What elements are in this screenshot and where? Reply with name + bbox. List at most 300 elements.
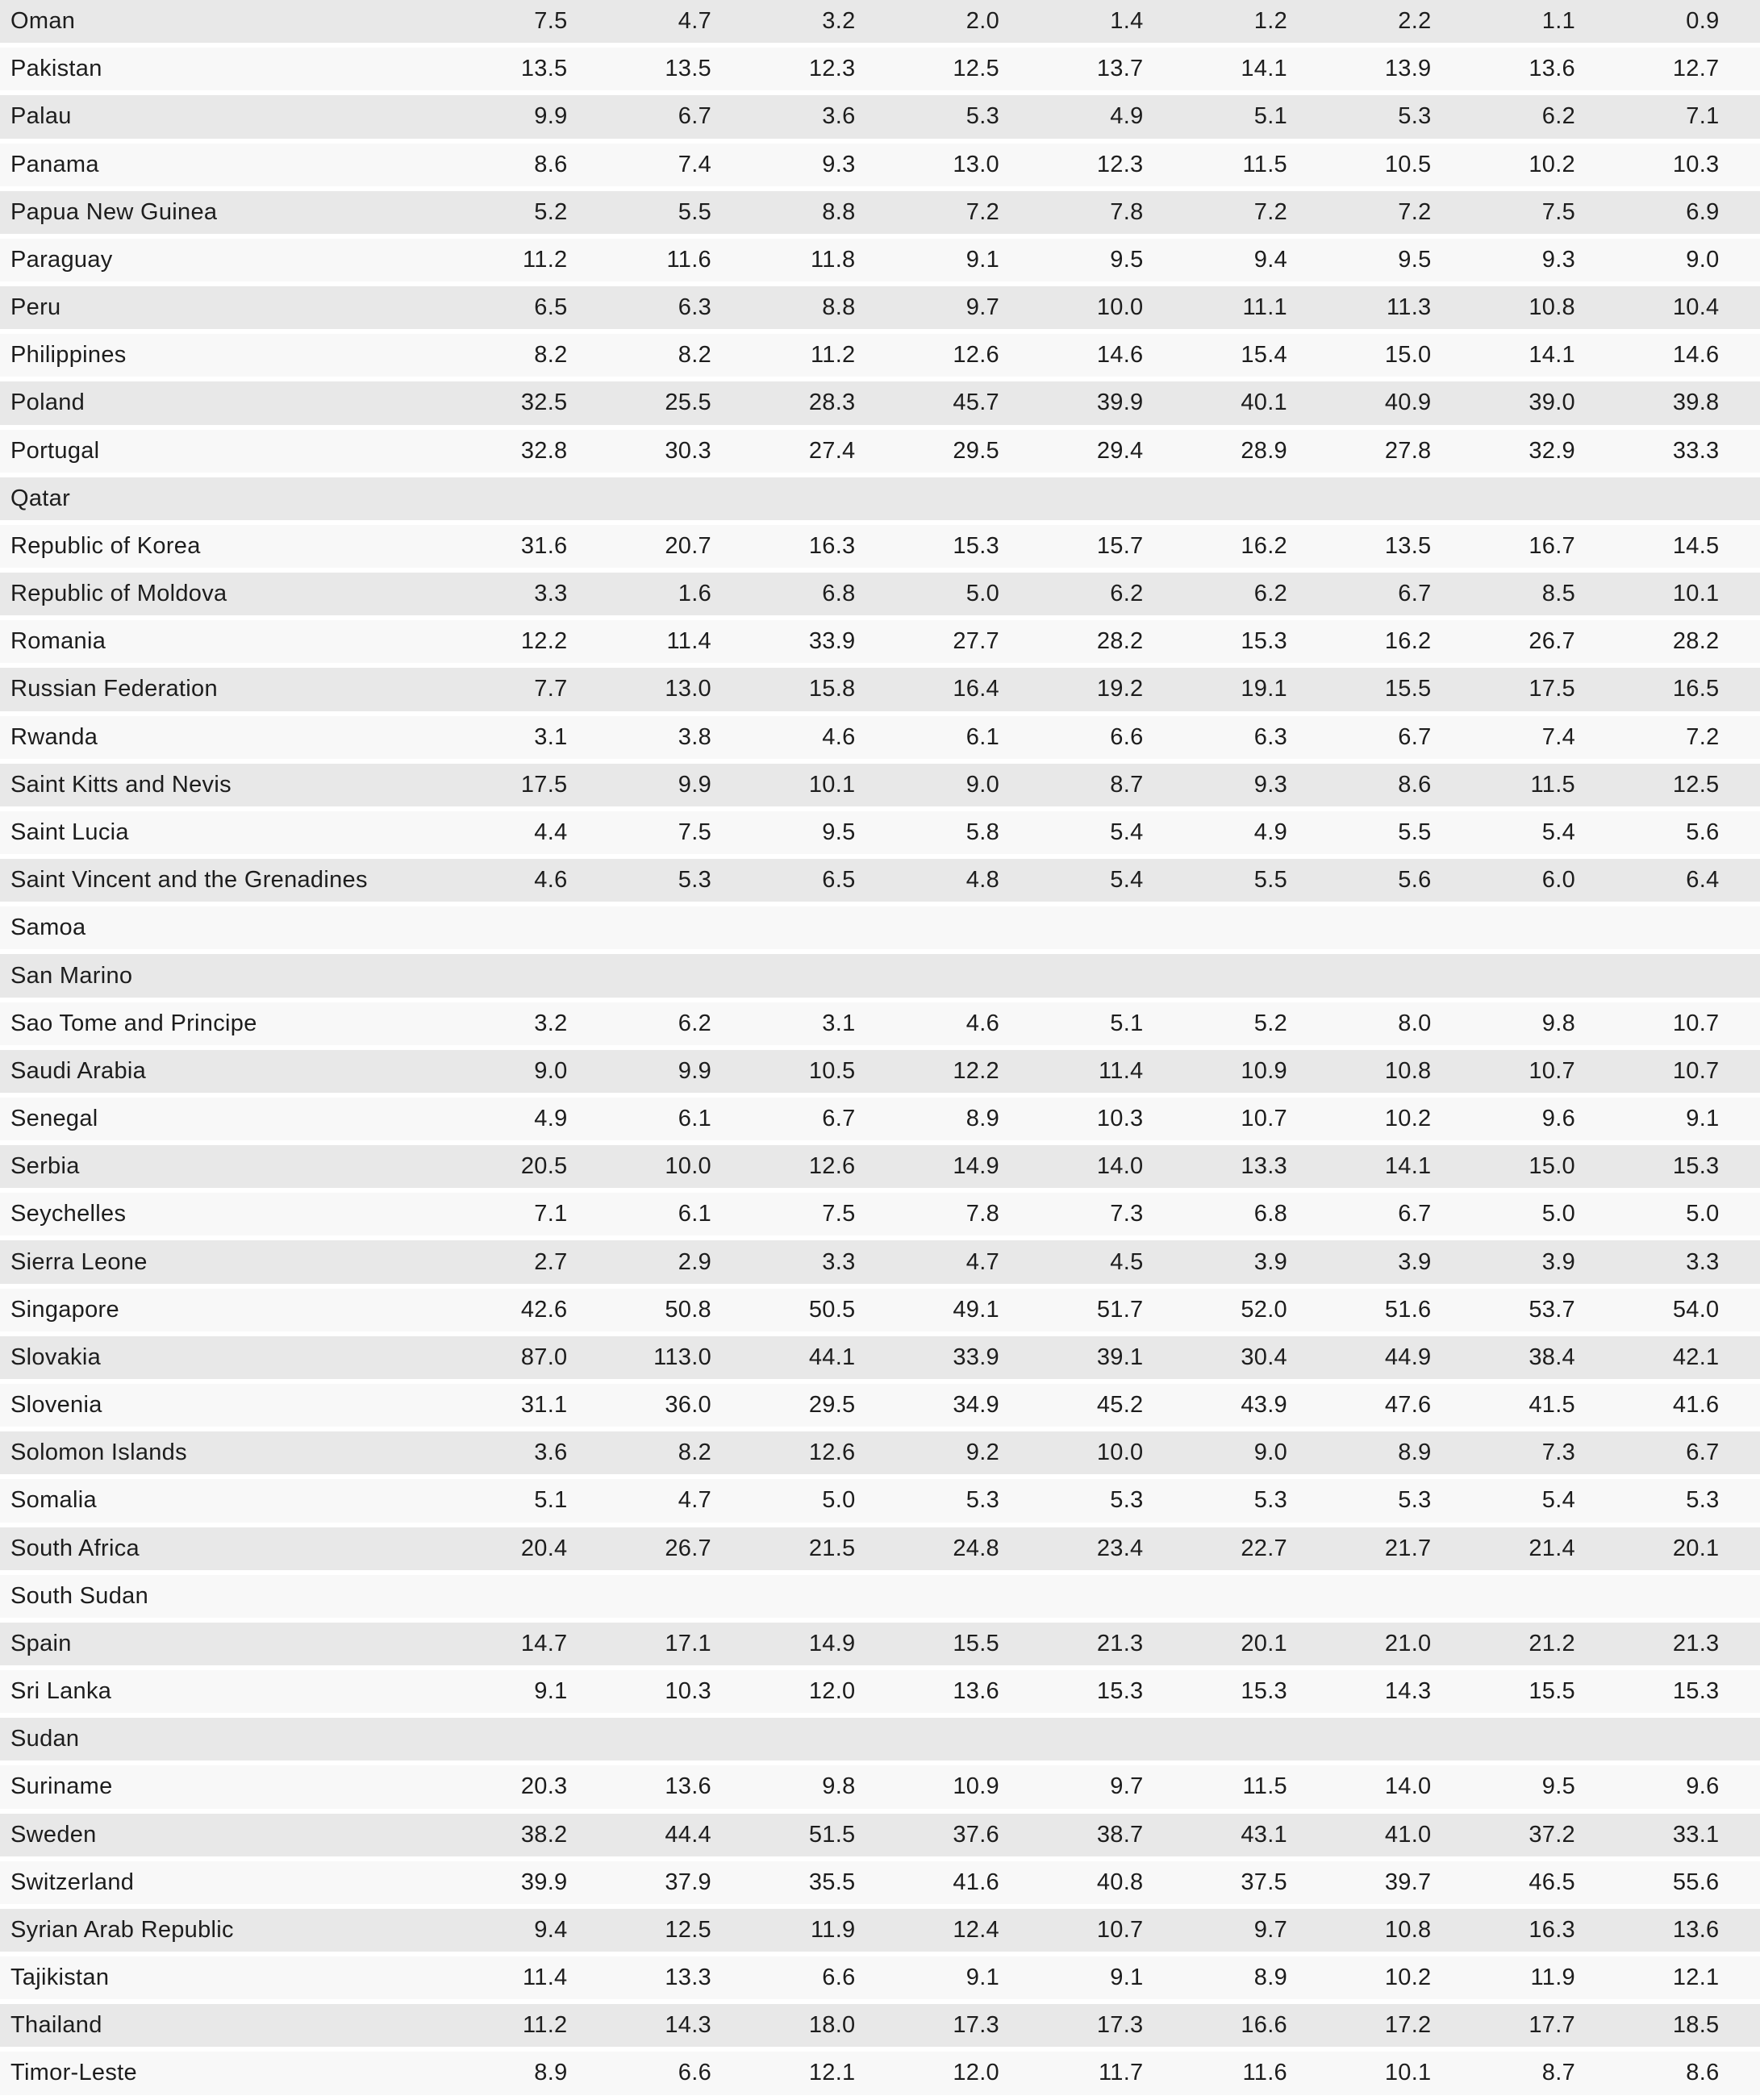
- value-cell: 8.6: [1287, 764, 1432, 811]
- value-cell: 41.6: [1575, 1384, 1720, 1431]
- value-cell: 9.6: [1575, 1765, 1720, 1813]
- value-cell: 8.9: [423, 2052, 568, 2099]
- value-cell: 10.1: [711, 764, 856, 811]
- value-cell: 4.9: [999, 95, 1144, 143]
- table-row: [0, 239, 1760, 286]
- value-cell: 6.7: [1287, 573, 1432, 620]
- value-cell: 44.9: [1287, 1336, 1432, 1384]
- value-cell: 9.1: [856, 239, 1000, 286]
- value-cell: 26.7: [568, 1527, 712, 1575]
- value-cell: [711, 954, 856, 1002]
- value-cell: 12.0: [711, 1670, 856, 1718]
- table-row: [0, 1575, 1760, 1623]
- country-name: Somalia: [0, 1479, 423, 1527]
- value-cell: 10.0: [568, 1145, 712, 1193]
- value-cell: 8.8: [711, 286, 856, 334]
- table-row: [0, 1098, 1760, 1145]
- value-cell: 51.5: [711, 1814, 856, 1861]
- value-cell: 39.1: [999, 1336, 1144, 1384]
- value-cell: 13.6: [1432, 48, 1576, 95]
- value-cell: 9.8: [1432, 1002, 1576, 1050]
- value-cell: 9.5: [999, 239, 1144, 286]
- value-cell: 8.8: [711, 191, 856, 239]
- row-right-spacer: [1720, 1909, 1760, 1956]
- value-cell: 3.3: [423, 573, 568, 620]
- value-cell: 40.8: [999, 1861, 1144, 1909]
- value-cell: 21.5: [711, 1527, 856, 1575]
- value-cell: [1575, 1718, 1720, 1765]
- row-right-spacer: [1720, 668, 1760, 715]
- country-name: Republic of Moldova: [0, 573, 423, 620]
- value-cell: [856, 477, 1000, 525]
- value-cell: 7.3: [1432, 1431, 1576, 1479]
- row-right-spacer: [1720, 477, 1760, 525]
- value-cell: 7.4: [568, 144, 712, 191]
- table-row: [0, 1431, 1760, 1479]
- value-cell: 7.8: [999, 191, 1144, 239]
- table-row: [0, 1145, 1760, 1193]
- value-cell: 14.1: [1144, 48, 1288, 95]
- value-cell: 16.3: [711, 525, 856, 573]
- row-right-spacer: [1720, 1956, 1760, 2004]
- value-cell: 12.1: [1575, 1956, 1720, 2004]
- value-cell: 10.2: [1287, 1098, 1432, 1145]
- table-row: [0, 859, 1760, 906]
- value-cell: 14.5: [1575, 525, 1720, 573]
- value-cell: 23.4: [999, 1527, 1144, 1575]
- country-name: Sao Tome and Principe: [0, 1002, 423, 1050]
- value-cell: 6.6: [568, 2052, 712, 2099]
- row-right-spacer: [1720, 1479, 1760, 1527]
- country-name: Oman: [0, 0, 423, 48]
- country-name: Slovenia: [0, 1384, 423, 1431]
- value-cell: 11.6: [1144, 2052, 1288, 2099]
- country-name: Sweden: [0, 1814, 423, 1861]
- country-name: Russian Federation: [0, 668, 423, 715]
- value-cell: 51.6: [1287, 1289, 1432, 1336]
- value-cell: 4.5: [999, 1240, 1144, 1288]
- value-cell: 6.2: [999, 573, 1144, 620]
- country-name: Paraguay: [0, 239, 423, 286]
- row-right-spacer: [1720, 144, 1760, 191]
- value-cell: 11.4: [999, 1050, 1144, 1098]
- country-name: Rwanda: [0, 716, 423, 764]
- value-cell: 9.9: [568, 1050, 712, 1098]
- value-cell: 36.0: [568, 1384, 712, 1431]
- value-cell: 4.7: [856, 1240, 1000, 1288]
- table-row: [0, 430, 1760, 477]
- row-right-spacer: [1720, 1336, 1760, 1384]
- value-cell: 21.4: [1432, 1527, 1576, 1575]
- value-cell: 8.2: [568, 334, 712, 381]
- row-right-spacer: [1720, 1145, 1760, 1193]
- value-cell: [568, 954, 712, 1002]
- value-cell: 41.6: [856, 1861, 1000, 1909]
- value-cell: 20.5: [423, 1145, 568, 1193]
- value-cell: 14.9: [711, 1623, 856, 1670]
- table-row: [0, 95, 1760, 143]
- value-cell: 7.5: [423, 0, 568, 48]
- value-cell: 21.0: [1287, 1623, 1432, 1670]
- value-cell: 10.0: [999, 286, 1144, 334]
- table-row: [0, 668, 1760, 715]
- value-cell: 3.2: [423, 1002, 568, 1050]
- value-cell: 15.3: [856, 525, 1000, 573]
- value-cell: 12.5: [568, 1909, 712, 1956]
- value-cell: 12.2: [856, 1050, 1000, 1098]
- value-cell: 40.1: [1144, 381, 1288, 429]
- value-cell: [1144, 1718, 1288, 1765]
- country-name: Seychelles: [0, 1193, 423, 1240]
- value-cell: 12.1: [711, 2052, 856, 2099]
- value-cell: 30.3: [568, 430, 712, 477]
- value-cell: 25.5: [568, 381, 712, 429]
- table-row: [0, 1670, 1760, 1718]
- value-cell: 38.7: [999, 1814, 1144, 1861]
- country-name: Saint Kitts and Nevis: [0, 764, 423, 811]
- value-cell: 5.8: [856, 811, 1000, 859]
- row-right-spacer: [1720, 286, 1760, 334]
- country-name: Switzerland: [0, 1861, 423, 1909]
- value-cell: [711, 1718, 856, 1765]
- country-name: Spain: [0, 1623, 423, 1670]
- value-cell: 10.0: [999, 1431, 1144, 1479]
- value-cell: 5.3: [999, 1479, 1144, 1527]
- value-cell: 6.5: [423, 286, 568, 334]
- row-right-spacer: [1720, 0, 1760, 48]
- value-cell: 12.6: [711, 1145, 856, 1193]
- value-cell: 13.0: [856, 144, 1000, 191]
- value-cell: 49.1: [856, 1289, 1000, 1336]
- row-right-spacer: [1720, 1098, 1760, 1145]
- value-cell: 29.5: [856, 430, 1000, 477]
- value-cell: 4.6: [423, 859, 568, 906]
- country-name: Thailand: [0, 2004, 423, 2052]
- value-cell: 9.7: [856, 286, 1000, 334]
- value-cell: 11.2: [423, 239, 568, 286]
- value-cell: 29.4: [999, 430, 1144, 477]
- row-right-spacer: [1720, 48, 1760, 95]
- value-cell: [1432, 954, 1576, 1002]
- value-cell: 3.3: [1575, 1240, 1720, 1288]
- value-cell: 5.1: [1144, 95, 1288, 143]
- row-right-spacer: [1720, 1814, 1760, 1861]
- value-cell: 13.7: [999, 48, 1144, 95]
- table-row: [0, 1909, 1760, 1956]
- value-cell: 37.5: [1144, 1861, 1288, 1909]
- value-cell: 12.5: [1575, 764, 1720, 811]
- value-cell: 8.9: [1287, 1431, 1432, 1479]
- value-cell: 10.5: [1287, 144, 1432, 191]
- value-cell: 37.6: [856, 1814, 1000, 1861]
- table-row: [0, 954, 1760, 1002]
- value-cell: [1287, 906, 1432, 954]
- country-name: Suriname: [0, 1765, 423, 1813]
- value-cell: 5.3: [568, 859, 712, 906]
- value-cell: 6.1: [856, 716, 1000, 764]
- value-cell: 4.6: [856, 1002, 1000, 1050]
- value-cell: 21.2: [1432, 1623, 1576, 1670]
- value-cell: 39.9: [999, 381, 1144, 429]
- row-right-spacer: [1720, 811, 1760, 859]
- country-name: Philippines: [0, 334, 423, 381]
- table-row: [0, 811, 1760, 859]
- value-cell: 5.0: [711, 1479, 856, 1527]
- value-cell: 14.0: [999, 1145, 1144, 1193]
- value-cell: 10.9: [1144, 1050, 1288, 1098]
- value-cell: 3.2: [711, 0, 856, 48]
- value-cell: [1432, 1718, 1576, 1765]
- country-name: Sudan: [0, 1718, 423, 1765]
- value-cell: 21.3: [999, 1623, 1144, 1670]
- value-cell: 27.7: [856, 620, 1000, 668]
- country-name: Portugal: [0, 430, 423, 477]
- row-right-spacer: [1720, 334, 1760, 381]
- value-cell: [1432, 477, 1576, 525]
- value-cell: 8.7: [999, 764, 1144, 811]
- value-cell: 15.5: [856, 1623, 1000, 1670]
- value-cell: 39.9: [423, 1861, 568, 1909]
- value-cell: 12.4: [856, 1909, 1000, 1956]
- value-cell: 11.2: [711, 334, 856, 381]
- value-cell: 45.2: [999, 1384, 1144, 1431]
- row-right-spacer: [1720, 1765, 1760, 1813]
- value-cell: 13.3: [1144, 1145, 1288, 1193]
- value-cell: 14.1: [1287, 1145, 1432, 1193]
- value-cell: 6.3: [568, 286, 712, 334]
- country-name: Solomon Islands: [0, 1431, 423, 1479]
- value-cell: 21.7: [1287, 1527, 1432, 1575]
- value-cell: 11.4: [568, 620, 712, 668]
- value-cell: 16.3: [1432, 1909, 1576, 1956]
- row-right-spacer: [1720, 1861, 1760, 1909]
- value-cell: 10.3: [1575, 144, 1720, 191]
- value-cell: 5.3: [1287, 95, 1432, 143]
- value-cell: 7.2: [1575, 716, 1720, 764]
- value-cell: 28.2: [999, 620, 1144, 668]
- value-cell: 113.0: [568, 1336, 712, 1384]
- value-cell: 11.5: [1432, 764, 1576, 811]
- value-cell: 28.2: [1575, 620, 1720, 668]
- row-right-spacer: [1720, 716, 1760, 764]
- row-right-spacer: [1720, 2004, 1760, 2052]
- value-cell: 43.1: [1144, 1814, 1288, 1861]
- value-cell: 11.4: [423, 1956, 568, 2004]
- value-cell: 17.3: [856, 2004, 1000, 2052]
- value-cell: 6.7: [711, 1098, 856, 1145]
- value-cell: 14.1: [1432, 334, 1576, 381]
- value-cell: [1287, 1575, 1432, 1623]
- value-cell: 4.4: [423, 811, 568, 859]
- value-cell: 4.9: [1144, 811, 1288, 859]
- value-cell: 15.3: [1144, 620, 1288, 668]
- table-row: [0, 144, 1760, 191]
- value-cell: 39.0: [1432, 381, 1576, 429]
- value-cell: 2.2: [1287, 0, 1432, 48]
- value-cell: 8.7: [1432, 2052, 1576, 2099]
- row-right-spacer: [1720, 1050, 1760, 1098]
- value-cell: 5.2: [423, 191, 568, 239]
- row-right-spacer: [1720, 859, 1760, 906]
- value-cell: 12.6: [856, 334, 1000, 381]
- value-cell: 17.5: [423, 764, 568, 811]
- value-cell: [1144, 906, 1288, 954]
- value-cell: 12.2: [423, 620, 568, 668]
- value-cell: 17.3: [999, 2004, 1144, 2052]
- table-row: [0, 1479, 1760, 1527]
- value-cell: 9.9: [568, 764, 712, 811]
- table-row: [0, 1289, 1760, 1336]
- value-cell: 5.5: [1287, 811, 1432, 859]
- value-cell: 11.5: [1144, 144, 1288, 191]
- value-cell: [1432, 1575, 1576, 1623]
- value-cell: 9.0: [1144, 1431, 1288, 1479]
- value-cell: 7.3: [999, 1193, 1144, 1240]
- value-cell: 6.3: [1144, 716, 1288, 764]
- value-cell: 51.7: [999, 1289, 1144, 1336]
- value-cell: 15.0: [1432, 1145, 1576, 1193]
- row-right-spacer: [1720, 1527, 1760, 1575]
- value-cell: 12.7: [1575, 48, 1720, 95]
- table-row: [0, 764, 1760, 811]
- row-right-spacer: [1720, 2052, 1760, 2099]
- value-cell: 11.9: [711, 1909, 856, 1956]
- value-cell: 12.6: [711, 1431, 856, 1479]
- value-cell: 20.1: [1575, 1527, 1720, 1575]
- value-cell: 17.1: [568, 1623, 712, 1670]
- value-cell: [711, 1575, 856, 1623]
- table-row: [0, 716, 1760, 764]
- value-cell: [999, 906, 1144, 954]
- value-cell: 9.0: [856, 764, 1000, 811]
- value-cell: 6.0: [1432, 859, 1576, 906]
- value-cell: 9.2: [856, 1431, 1000, 1479]
- value-cell: 5.3: [856, 1479, 1000, 1527]
- table-row: [0, 1623, 1760, 1670]
- value-cell: 15.0: [1287, 334, 1432, 381]
- country-name: Papua New Guinea: [0, 191, 423, 239]
- value-cell: 6.7: [1287, 1193, 1432, 1240]
- value-cell: 54.0: [1575, 1289, 1720, 1336]
- value-cell: 39.8: [1575, 381, 1720, 429]
- value-cell: [423, 906, 568, 954]
- value-cell: 10.7: [1575, 1002, 1720, 1050]
- country-name: Pakistan: [0, 48, 423, 95]
- value-cell: 10.7: [999, 1909, 1144, 1956]
- value-cell: 31.6: [423, 525, 568, 573]
- value-cell: 9.1: [423, 1670, 568, 1718]
- value-cell: 1.6: [568, 573, 712, 620]
- row-right-spacer: [1720, 1575, 1760, 1623]
- country-name: Sierra Leone: [0, 1240, 423, 1288]
- value-cell: 5.4: [1432, 811, 1576, 859]
- row-right-spacer: [1720, 1002, 1760, 1050]
- row-right-spacer: [1720, 1193, 1760, 1240]
- value-cell: 5.5: [1144, 859, 1288, 906]
- value-cell: 32.8: [423, 430, 568, 477]
- value-cell: 3.1: [711, 1002, 856, 1050]
- value-cell: 55.6: [1575, 1861, 1720, 1909]
- value-cell: 11.8: [711, 239, 856, 286]
- table-row: [0, 2004, 1760, 2052]
- row-right-spacer: [1720, 620, 1760, 668]
- country-name: Saint Lucia: [0, 811, 423, 859]
- value-cell: 5.6: [1287, 859, 1432, 906]
- value-cell: 9.0: [423, 1050, 568, 1098]
- value-cell: 7.2: [1287, 191, 1432, 239]
- value-cell: 53.7: [1432, 1289, 1576, 1336]
- value-cell: 18.5: [1575, 2004, 1720, 2052]
- value-cell: 8.2: [568, 1431, 712, 1479]
- value-cell: 5.3: [856, 95, 1000, 143]
- value-cell: 12.5: [856, 48, 1000, 95]
- value-cell: 15.4: [1144, 334, 1288, 381]
- value-cell: 18.0: [711, 2004, 856, 2052]
- country-name: Saint Vincent and the Grenadines: [0, 859, 423, 906]
- country-name: Peru: [0, 286, 423, 334]
- value-cell: 16.5: [1575, 668, 1720, 715]
- value-cell: 15.3: [1575, 1145, 1720, 1193]
- value-cell: 6.7: [568, 95, 712, 143]
- value-cell: 6.2: [1432, 95, 1576, 143]
- value-cell: 41.5: [1432, 1384, 1576, 1431]
- value-cell: 15.3: [1144, 1670, 1288, 1718]
- value-cell: 10.7: [1575, 1050, 1720, 1098]
- row-right-spacer: [1720, 1240, 1760, 1288]
- value-cell: 17.7: [1432, 2004, 1576, 2052]
- table-row: [0, 1193, 1760, 1240]
- value-cell: 9.0: [1575, 239, 1720, 286]
- value-cell: 6.5: [711, 859, 856, 906]
- value-cell: 2.0: [856, 0, 1000, 48]
- value-cell: 42.6: [423, 1289, 568, 1336]
- country-name: Palau: [0, 95, 423, 143]
- value-cell: [856, 1575, 1000, 1623]
- value-cell: 28.9: [1144, 430, 1288, 477]
- value-cell: 13.9: [1287, 48, 1432, 95]
- value-cell: 5.0: [1575, 1193, 1720, 1240]
- value-cell: 11.5: [1144, 1765, 1288, 1813]
- country-name: Tajikistan: [0, 1956, 423, 2004]
- table-row: [0, 1240, 1760, 1288]
- value-cell: 9.1: [999, 1956, 1144, 2004]
- value-cell: 14.6: [1575, 334, 1720, 381]
- value-cell: [568, 906, 712, 954]
- table-row: [0, 1861, 1760, 1909]
- value-cell: 7.5: [711, 1193, 856, 1240]
- value-cell: 44.4: [568, 1814, 712, 1861]
- value-cell: 9.7: [999, 1765, 1144, 1813]
- country-name: Singapore: [0, 1289, 423, 1336]
- country-name: Saudi Arabia: [0, 1050, 423, 1098]
- value-cell: 11.1: [1144, 286, 1288, 334]
- value-cell: [423, 1575, 568, 1623]
- table-row: [0, 1002, 1760, 1050]
- country-name: South Sudan: [0, 1575, 423, 1623]
- value-cell: 13.5: [423, 48, 568, 95]
- country-name: San Marino: [0, 954, 423, 1002]
- value-cell: 22.7: [1144, 1527, 1288, 1575]
- value-cell: 4.9: [423, 1098, 568, 1145]
- value-cell: 5.5: [568, 191, 712, 239]
- value-cell: [568, 477, 712, 525]
- value-cell: 10.8: [1287, 1909, 1432, 1956]
- table-row: [0, 477, 1760, 525]
- table-row: [0, 381, 1760, 429]
- value-cell: 11.3: [1287, 286, 1432, 334]
- value-cell: 3.9: [1287, 1240, 1432, 1288]
- value-cell: 14.0: [1287, 1765, 1432, 1813]
